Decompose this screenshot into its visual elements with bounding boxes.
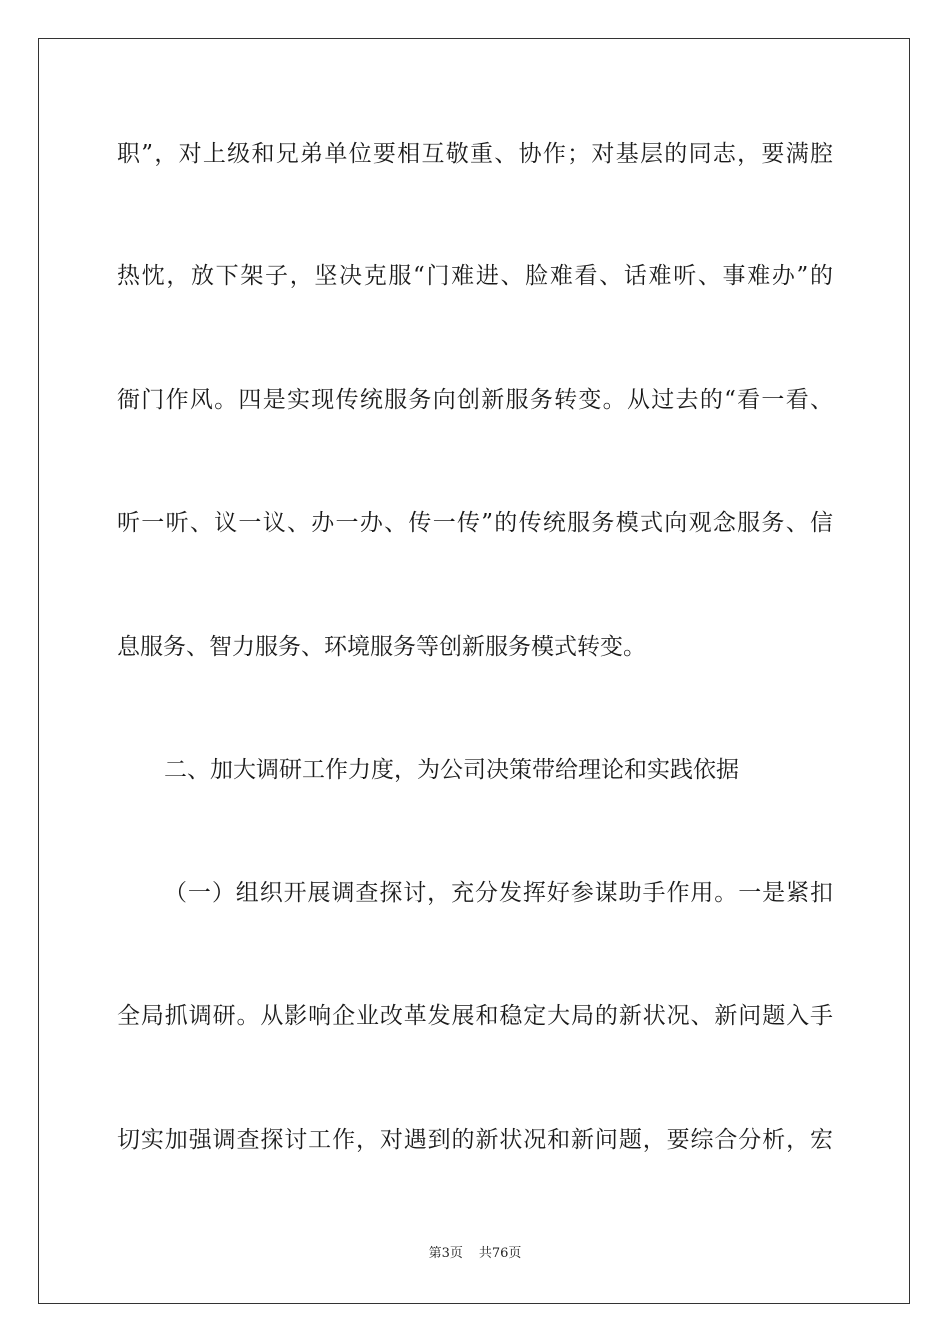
section-line-1: （一）组织开展调查探讨，充分发挥好参谋助手作用。一是紧扣 (164, 880, 833, 906)
page-footer (0, 1246, 950, 1262)
section-heading: 二、加大调研工作力度，为公司决策带给理论和实践依据 (164, 757, 739, 783)
section-line-2: 全局抓调研。从影响企业改革发展和稳定大局的新状况、新问题入手 (117, 1003, 833, 1029)
paragraph-line-4: 听一听、议一议、办一办、传一传”的传统服务模式向观念服务、信 (117, 510, 833, 536)
page-number: 第3页 (428, 1246, 463, 1261)
paragraph-line-1: 职”，对上级和兄弟单位要相互敬重、协作；对基层的同志，要满腔 (117, 141, 833, 167)
paragraph-line-5: 息服务、智力服务、环境服务等创新服务模式转变。 (117, 634, 646, 660)
paragraph-line-3: 衙门作风。四是实现传统服务向创新服务转变。从过去的“看一看、 (117, 387, 833, 413)
page-border (38, 38, 910, 1304)
page-total: 共76页 (478, 1246, 522, 1261)
paragraph-line-2: 热忱，放下架子，坚决克服“门难进、脸难看、话难听、事难办”的 (117, 263, 833, 289)
section-line-3: 切实加强调查探讨工作，对遇到的新状况和新问题，要综合分析，宏 (117, 1127, 833, 1153)
